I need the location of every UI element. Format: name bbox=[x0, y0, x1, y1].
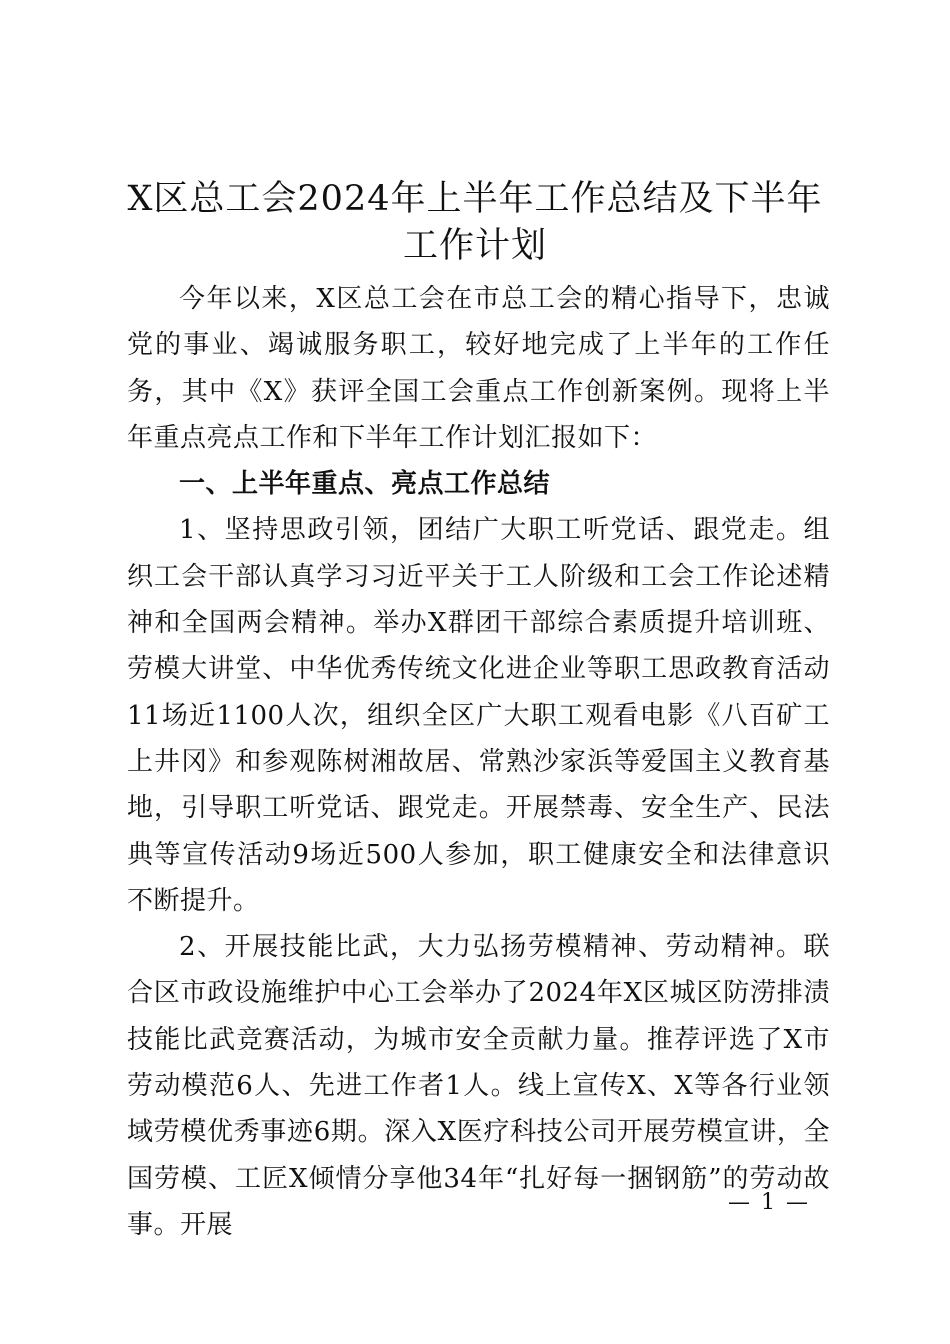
paragraph-2: 2、开展技能比武，大力弘扬劳模精神、劳动精神。联合区市政设施维护中心工会举办了2024年X区城区防涝排渍技能比武竞赛活动，为城市安全贡献力量。推荐评选了X市劳动模范6人、先进工作者1人。线上宣传X、X等各行业领域劳模优秀事迹6期。深入X医疗科技公司开展劳模宣讲，全国劳模、工匠X倾情分享他34年“扎好每一捆钢筋”的劳动故事。开展 bbox=[127, 932, 830, 1240]
document-title bbox=[120, 176, 830, 270]
title-line-1: X区总工会2024年上半年工作总结及下半年 bbox=[127, 179, 823, 219]
intro-paragraph: 今年以来，X区总工会在市总工会的精心指导下，忠诚党的事业、竭诚服务职工，较好地完成了上半年的工作任务，其中《X》获评全国工会重点工作创新案例。现将上半年重点亮点工作和下半年工作计划汇报如下： bbox=[127, 284, 830, 453]
page-number: — 1 — bbox=[728, 1190, 810, 1215]
document-body bbox=[127, 276, 830, 1248]
title-line-2: 工作计划 bbox=[402, 226, 547, 266]
paragraph-1: 1、坚持思政引领，团结广大职工听党话、跟党走。组织工会干部认真学习习近平关于工人阶级和工会工作论述精神和全国两会精神。举办X群团干部综合素质提升培训班、劳模大讲堂、中华优秀传统文化进企业等职工思政教育活动11场近1100人次，组织全区广大职工观看电影《八百矿工上井冈》和参观陈树湘故居、常熟沙家浜等爱国主义教育基地，引导职工听党话、跟党走。开展禁毒、安全生产、民法典等宣传活动9场近500人参加，职工健康安全和法律意识不断提升。 bbox=[127, 515, 830, 916]
section-heading: 一、上半年重点、亮点工作总结 bbox=[179, 469, 551, 500]
